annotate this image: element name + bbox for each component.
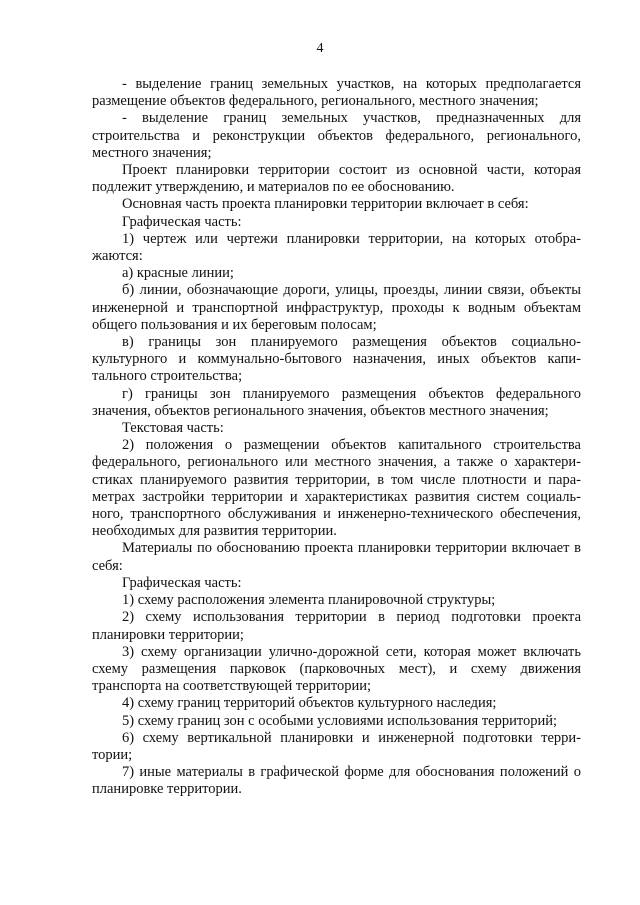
paragraph-dash-item: - выделение границ земельных участков, предназначенных для строительства и реконструкции объектов федерального, регионального, местного значения; [92, 110, 581, 161]
list-item: 4) схему границ территорий объектов культурного наследия; [122, 695, 497, 712]
paragraph: Основная часть проекта планировки территории включает в себя: [122, 196, 529, 213]
list-item: 2) схему использования территории в период подготовки проекта планировки территории; [92, 609, 581, 643]
list-item: г) границы зон планируемого размещения объектов федерального значения, объектов регионального значения, объектов местного значения; [92, 385, 581, 419]
list-item: 2) положения о размещении объектов капитального строительства федерального, регионального или местного значения, а также о характеристиках планируемого развития территории, в том числе плотности и параметрах застройки территории и характеристиках развития систем социального, транспортного обслуживания и инженерно-технического обеспечения, необходимых для развития территории. [92, 437, 581, 540]
list-item: 3) схему организации улично-дорожной сети, которая может включать схему размещения парковок (парковочных мест), и схему движения транспорта на соответствующей территории; [92, 643, 581, 695]
paragraph-dash-item: - выделение границ земельных участков, на которых предполагается размещение объектов федерального, регионального, местного значения; [92, 76, 581, 110]
paragraph: Проект планировки территории состоит из основной части, которая подлежит утверждению, и материалов по ее обоснованию. [92, 162, 581, 196]
section-heading: Текстовая часть: [122, 420, 224, 437]
section-heading: Графическая часть: [122, 213, 242, 230]
paragraph: Материалы по обоснованию проекта планировки территории включает в себя: [92, 540, 581, 574]
list-item: 6) схему вертикальной планировки и инженерной подготовки территории; [92, 729, 581, 763]
list-item: 5) схему границ зон с особыми условиями использования территорий; [122, 712, 558, 729]
section-heading: Графическая часть: [122, 574, 242, 591]
page-number: 4 [316, 41, 324, 56]
list-item: в) границы зон планируемого размещения объектов социально-культурного и коммунально-бытового назначения, иных объектов капитального строительства; [92, 334, 581, 385]
list-item: б) линии, обозначающие дороги, улицы, проезды, линии связи, объекты инженерной и транспортной инфраструктур, проходы к водным объектам общего пользования и их береговым полосам; [92, 282, 581, 333]
list-item: 1) чертеж или чертежи планировки территории, на которых отображаются: [92, 230, 581, 265]
list-item: 7) иные материалы в графической форме для обоснования положений о планировке территории. [92, 764, 581, 798]
list-item: а) красные линии; [122, 265, 234, 282]
list-item: 1) схему расположения элемента планировочной структуры; [122, 592, 496, 609]
document-body [92, 76, 581, 799]
